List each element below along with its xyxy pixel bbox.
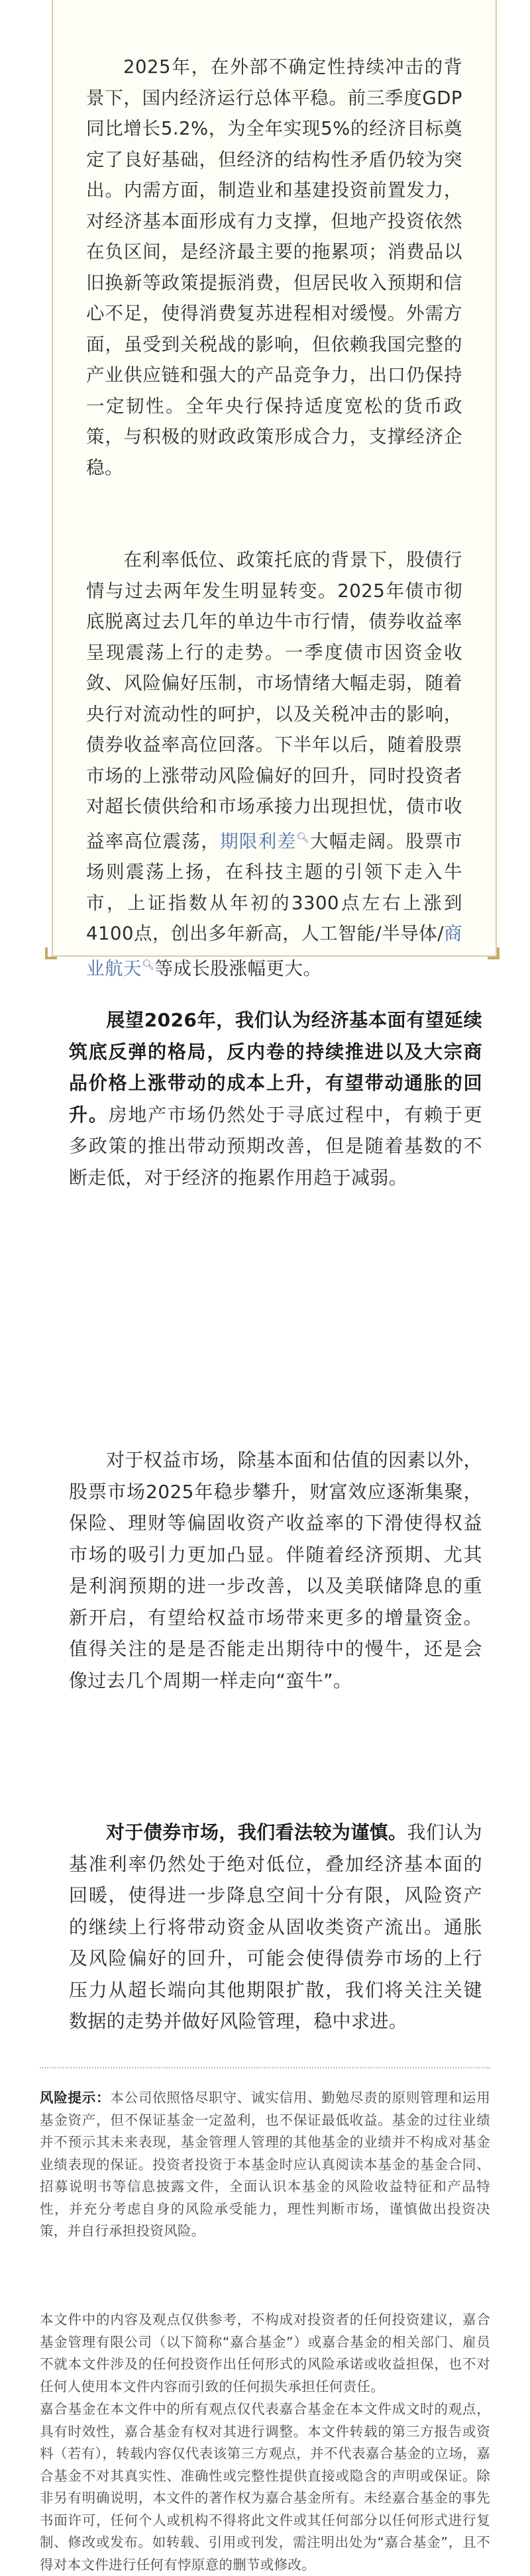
disclaimer-paragraph bbox=[40, 2309, 490, 2398]
outlook-2025-frame bbox=[52, 0, 497, 979]
review-paragraph-economy-text: 2025年，在外部不确定性持续冲击的背景下，国内经济运行总体平稳。前三季度GDP同比增长5.2%，为全年实现5%的经济目标奠定了良好基础，但经济的结构性矛盾仍较为突出。内需方面，制造业和基建投资前置发力，对经济基本面形成有力支撑，但地产投资依然在负区间，是经济最主要的拖累项；消费品以旧换新等政策提振消费，但居民收入预期和信心不足，使得消费复苏进程相对缓慢。外需方面，虽受到关税战的影响，但依赖我国完整的产业供应链和强大的产品竞争力，出口仍保持一定韧性。全年央行保持适度宽松的货币政策，与积极的财政政策形成合力，支撑经济企稳。 bbox=[86, 56, 462, 478]
risk-notice-text: 本公司依照恪尽职守、诚实信用、勤勉尽责的原则管理和运用基金资产，但不保证基金一定盈利，也不保证最低收益。基金的过往业绩并不预示其未来表现，基金管理人管理的其他基金的业绩并不构成对基金业绩表现的保证。投资者投资于本基金时应认真阅读本基金的基金合同、招募说明书等信息披露文件，全面认识本基金的风险收益特征和产品特性，并充分考虑自身的风险承受能力，理性判断市场，谨慎做出投资决策，并自行承担投资风险。 bbox=[40, 2090, 490, 2239]
review-paragraph-markets-text-c: 等成长股涨幅更大。 bbox=[154, 957, 322, 979]
review-paragraph-markets bbox=[86, 545, 462, 984]
review-paragraph-markets-text-b: 大幅走阔。股票市场则震荡上扬，在科技主题的引领下走入牛市，上证指数从年初的3300点左右上涨到4100点，创出多年新高，人工智能/半导体/ bbox=[86, 830, 463, 945]
outlook-paragraph-economy bbox=[69, 1004, 482, 1193]
disclaimer-text: 本文件中的内容及观点仅供参考，不构成对投资者的任何投资建议，嘉合基金管理有限公司（以下简称“嘉合基金”）或嘉合基金的相关部门、雇员不就本文件涉及的任何投资作出任何形式的风险承诺或收益担保，也不对任何人使用本文件内容而引致的任何损失承担任何责任。 bbox=[40, 2312, 490, 2394]
outlook-equity-text: 对于权益市场，除基本面和估值的因素以外，股票市场2025年稳步攀升，财富效应逐渐集聚，保险、理财等偏固收资产收益率的下滑使得权益市场的吸引力更加凸显。伴随着经济预期、尤其是利润预期的进一步改善，以及美联储降息的重新开启，有望给权益市场带来更多的增量资金。值得关注的是是否能走出期待中的慢牛，还是会像过去几个周期一样走向“蛮牛”。 bbox=[69, 1449, 483, 1691]
frame-corner-decoration bbox=[488, 947, 500, 959]
review-paragraph-economy bbox=[86, 52, 462, 483]
search-icon[interactable]: 🔍︎ bbox=[142, 958, 155, 971]
link-commercial-aerospace[interactable]: 商业航天 bbox=[86, 923, 463, 979]
outlook-bond-text: 我们认为基准利率仍然处于绝对低位，叠加经济基本面的回暖，使得进一步降息空间十分有限，风险资产的继续上行将带动资金从固收类资产流出。通胀及风险偏好的回升，可能会使得债券市场的上行压力从超长端向其他期限扩散，我们将关注关键数据的走势并做好风险管理，稳中求进。 bbox=[69, 1821, 483, 2032]
copyright-paragraph bbox=[40, 2398, 490, 2576]
section-divider bbox=[40, 2067, 490, 2068]
outlook-paragraph-equity bbox=[69, 1444, 482, 1696]
outlook-economy-text: 房地产市场仍然处于寻底过程中，有赖于更多政策的推出带动预期改善，但是随着基数的不断走低，对于经济的拖累作用趋于减弱。 bbox=[69, 1103, 482, 1189]
risk-notice-label: 风险提示： bbox=[40, 2090, 111, 2106]
risk-notice-paragraph bbox=[40, 2087, 490, 2243]
copyright-text: 嘉合基金在本文件中的所有观点仅代表嘉合基金在本文件成文时的观点，具有时效性，嘉合基金有权对其进行调整。本文件转载的第三方报告或资料（若有），转载内容仅代表该第三方观点，并不代表嘉合基金的立场，嘉合基金不对其真实性、准确性或完整性提供直接或隐含的声明或保证。除非另有明确说明，本文件的著作权为嘉合基金所有。未经嘉合基金的事先书面许可，任何个人或机构不得将此文件或其任何部分以任何形式进行复制、修改或发布。如转载、引用或刊发，需注明出处为“嘉合基金”，且不得对本文件进行任何有悖原意的删节或修改。 bbox=[40, 2401, 490, 2573]
search-icon[interactable]: 🔍︎ bbox=[296, 831, 310, 843]
outlook-bond-highlight: 对于债券市场，我们看法较为谨慎。 bbox=[106, 1821, 407, 1843]
frame-corner-decoration bbox=[45, 947, 57, 959]
outlook-paragraph-bond bbox=[69, 1817, 482, 2037]
link-term-spread[interactable]: 期限利差 bbox=[220, 830, 297, 852]
outlook-economy-highlight: 展望2026年，我们认为经济基本面有望延续筑底反弹的格局，反内卷的持续推进以及大宗商品价格上涨带动的成本上升，有望带动通胀的回升。 bbox=[69, 1009, 482, 1126]
review-paragraph-markets-text-a: 在利率低位、政策托底的背景下，股债行情与过去两年发生明显转变。2025年债市彻底脱离过去几年的单边牛市行情，债券收益率呈现震荡上行的走势。一季度债市因资金收敛、风险偏好压制，市场情绪大幅走弱，随着央行对流动性的呵护，以及关税冲击的影响，债券收益率高位回落。下半年以后，随着股票市场的上涨带动风险偏好的回升，同时投资者对超长债供给和市场承接力出现担忧，债市收益率高位震荡， bbox=[86, 549, 462, 852]
